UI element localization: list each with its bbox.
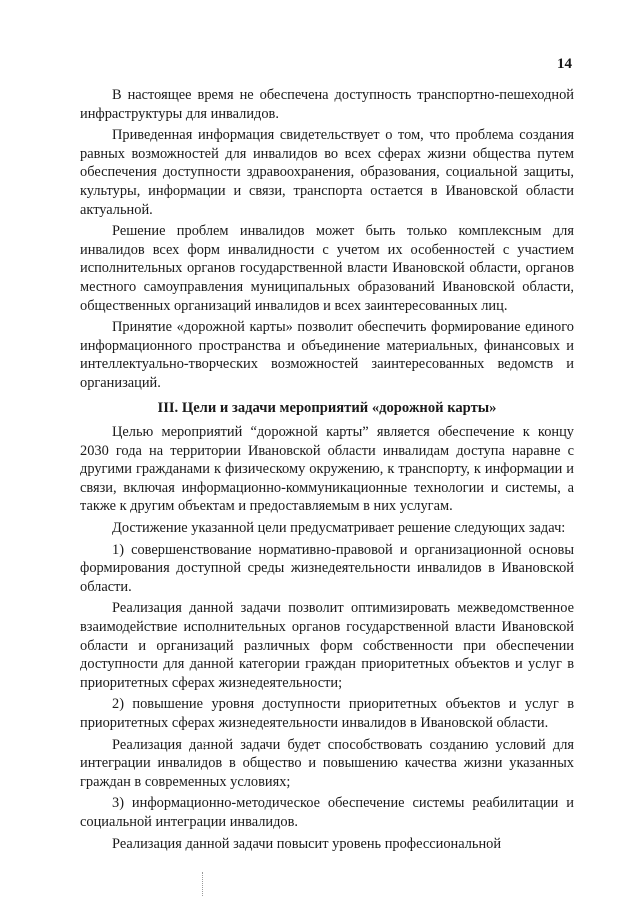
paragraph: В настоящее время не обеспечена доступность транспортно-пешеходной инфраструктуры для инвалидов. xyxy=(80,87,574,122)
list-item: 1) совершенствование нормативно-правовой и организационной основы формирования доступной среды жизнедеятельности инвалидов в Ивановской области. xyxy=(80,541,574,595)
scan-artifact xyxy=(202,872,204,896)
paragraph: Реализация данной задачи повысит уровень профессиональной xyxy=(112,835,502,852)
paragraph: Решение проблем инвалидов может быть только комплексным для инвалидов всех форм инвалидности с учетом их особенностей с участием исполнительных органов государственной власти Ивановской области, органов местного самоуправления муниципальных образований Ивановской области, общественных организаций инвалидов и всех заинтересованных лиц. xyxy=(80,223,574,314)
page-number: 14 xyxy=(557,56,572,72)
list-item: 3) информационно-методическое обеспечение системы реабилитации и социальной интеграции инвалидов. xyxy=(80,795,574,830)
paragraph: Принятие «дорожной карты» позволит обеспечить формирование единого информационного пространства и объединение материальных, финансовых и интеллектуально-творческих возможностей заинтересованных ведомств и организаций. xyxy=(80,319,574,391)
scan-artifact xyxy=(204,742,206,750)
paragraph: Приведенная информация свидетельствует о том, что проблема создания равных возможностей для инвалидов во всех сферах жизни общества путем обеспечения доступности здравоохранения, образования, социальной защиты, культуры, информации и связи, транспорта остается в Ивановской области актуальной. xyxy=(80,127,574,218)
document-body xyxy=(80,86,574,856)
paragraph: Реализация данной задачи позволит оптимизировать межведомственное взаимодействие исполнительных органов государственной власти Ивановской области и организаций различных форм собственности при обеспечении доступности для данной категории граждан приоритетных объектов и услуг в приоритетных сферах жизнедеятельности; xyxy=(80,600,574,691)
paragraph: Целью мероприятий “дорожной карты” является обеспечение к концу 2030 года на территории Ивановской области инвалидам доступа наравне с другими гражданами к физическому окружению, к транспорту, к информации и связи, включая информационно-коммуникационные технологии и системы, а также к другим объектам и предоставляемым в них услугам. xyxy=(80,424,574,515)
section-heading: III. Цели и задачи мероприятий «дорожной карты» xyxy=(157,399,497,416)
paragraph: Достижение указанной цели предусматривает решение следующих задач: xyxy=(112,520,566,537)
list-item: 2) повышение уровня доступности приоритетных объектов и услуг в приоритетных сферах жизнедеятельности инвалидов в Ивановской области. xyxy=(80,696,574,731)
paragraph: Реализация данной задачи будет способствовать созданию условий для интеграции инвалидов в общество и повышению качества жизни указанных граждан в современных условиях; xyxy=(80,736,574,790)
